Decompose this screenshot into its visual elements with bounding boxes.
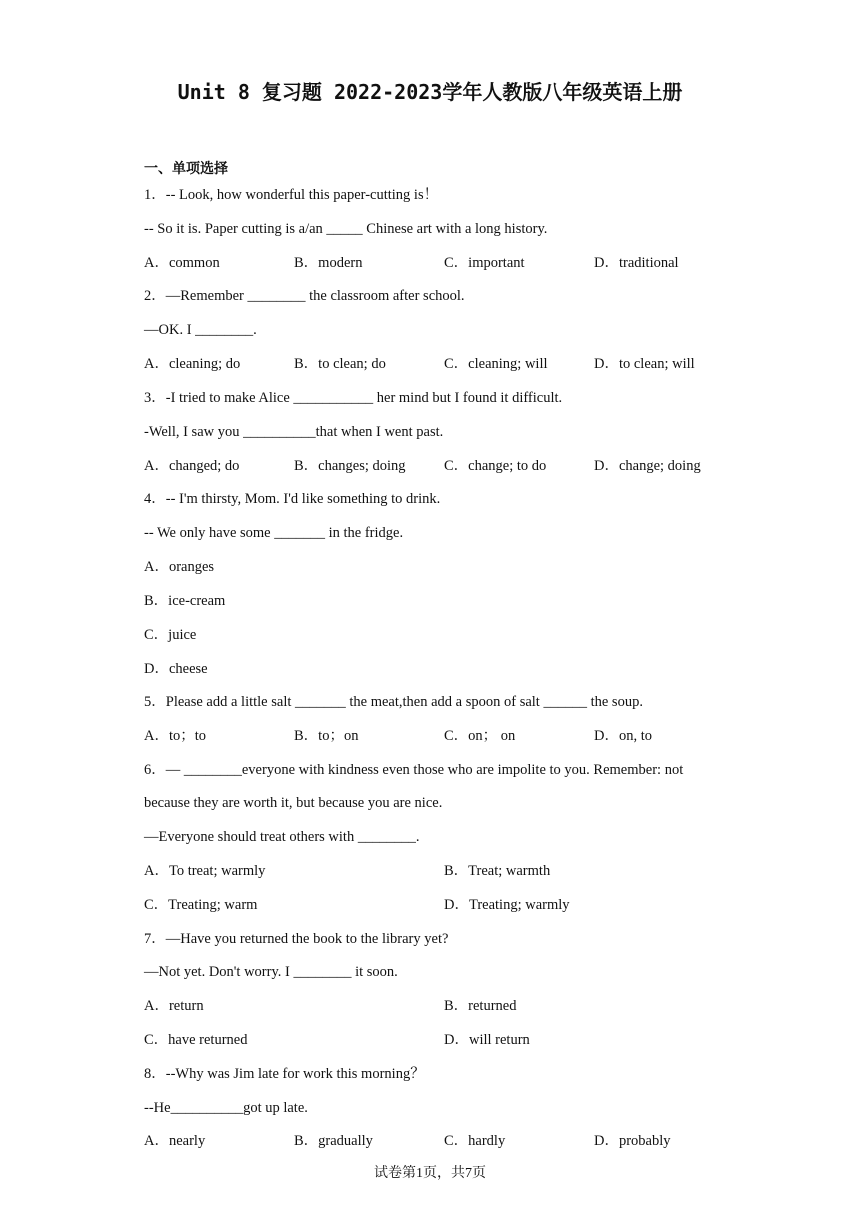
question-2-line-2: —OK. I ________.	[144, 322, 257, 338]
question-3-option-a: A．changed; do	[144, 458, 240, 474]
question-1-option-d: D．traditional	[594, 255, 679, 271]
question-5-option-b: B．to；on	[294, 728, 359, 744]
question-8-option-a: A．nearly	[144, 1133, 206, 1149]
question-4-option-a: A．oranges	[144, 559, 215, 575]
section-heading: 一、单项选择	[144, 161, 228, 177]
question-3-option-d: D．change; doing	[594, 458, 701, 474]
question-7-line-2: —Not yet. Don't worry. I ________ it soon.	[144, 964, 398, 980]
question-6-option-d: D．Treating; warmly	[444, 897, 570, 913]
question-8-option-b: B．gradually	[294, 1133, 373, 1149]
question-2-line-1: 2．—Remember ________ the classroom after school.	[144, 288, 465, 304]
question-5-option-d: D．on, to	[594, 728, 652, 744]
question-7-option-b: B．returned	[444, 998, 517, 1014]
question-4-line-2: -- We only have some _______ in the fridge.	[144, 525, 404, 541]
question-7-option-c: C．have returned	[144, 1032, 248, 1048]
question-7-option-d: D．will return	[444, 1032, 530, 1048]
question-1-option-b: B．modern	[294, 255, 363, 271]
question-6-line-3: —Everyone should treat others with ________.	[144, 829, 420, 845]
question-3-line-2: -Well, I saw you __________that when I went past.	[144, 424, 444, 440]
question-6-line-2: because they are worth it, but because you are nice.	[144, 795, 443, 811]
question-4-option-b: B．ice-cream	[144, 593, 226, 609]
question-6-option-a: A．To treat; warmly	[144, 863, 266, 879]
page-title: Unit 8 复习题 2022-2023学年人教版八年级英语上册	[177, 80, 683, 104]
question-5-line-1: 5．Please add a little salt _______ the meat,then add a spoon of salt ______ the soup.	[144, 694, 643, 710]
question-3-option-c: C．change; to do	[444, 458, 547, 474]
question-1-option-c: C．important	[444, 255, 525, 271]
question-1-line-1: 1．-- Look, how wonderful this paper-cutting is！	[144, 187, 439, 203]
question-8-line-1: 8．--Why was Jim late for work this morning？	[144, 1066, 425, 1082]
question-6-line-1: 6．— ________everyone with kindness even those who are impolite to you. Remember: not	[144, 762, 684, 778]
question-5-option-c: C．on； on	[444, 728, 516, 744]
question-8-option-d: D．probably	[594, 1133, 671, 1149]
question-2-option-d: D．to clean; will	[594, 356, 695, 372]
question-8-option-c: C．hardly	[444, 1133, 506, 1149]
question-4-line-1: 4．-- I'm thirsty, Mom. I'd like something to drink.	[144, 491, 441, 507]
question-6-option-c: C．Treating; warm	[144, 897, 258, 913]
question-3-option-b: B．changes; doing	[294, 458, 406, 474]
question-1-line-2: -- So it is. Paper cutting is a/an _____ Chinese art with a long history.	[144, 221, 548, 237]
question-8-line-2: --He__________got up late.	[144, 1100, 308, 1116]
question-4-option-d: D．cheese	[144, 661, 208, 677]
question-1-option-a: A．common	[144, 255, 220, 271]
question-3-line-1: 3．-I tried to make Alice ___________ her mind but I found it difficult.	[144, 390, 563, 406]
question-6-option-b: B．Treat; warmth	[444, 863, 551, 879]
question-7-option-a: A．return	[144, 998, 204, 1014]
question-5-option-a: A．to；to	[144, 728, 207, 744]
page-footer: 试卷第1页，共7页	[374, 1166, 486, 1181]
question-2-option-a: A．cleaning; do	[144, 356, 241, 372]
question-7-line-1: 7．—Have you returned the book to the library yet?	[144, 931, 449, 947]
question-2-option-b: B．to clean; do	[294, 356, 386, 372]
question-2-option-c: C．cleaning; will	[444, 356, 548, 372]
question-4-option-c: C．juice	[144, 627, 197, 643]
